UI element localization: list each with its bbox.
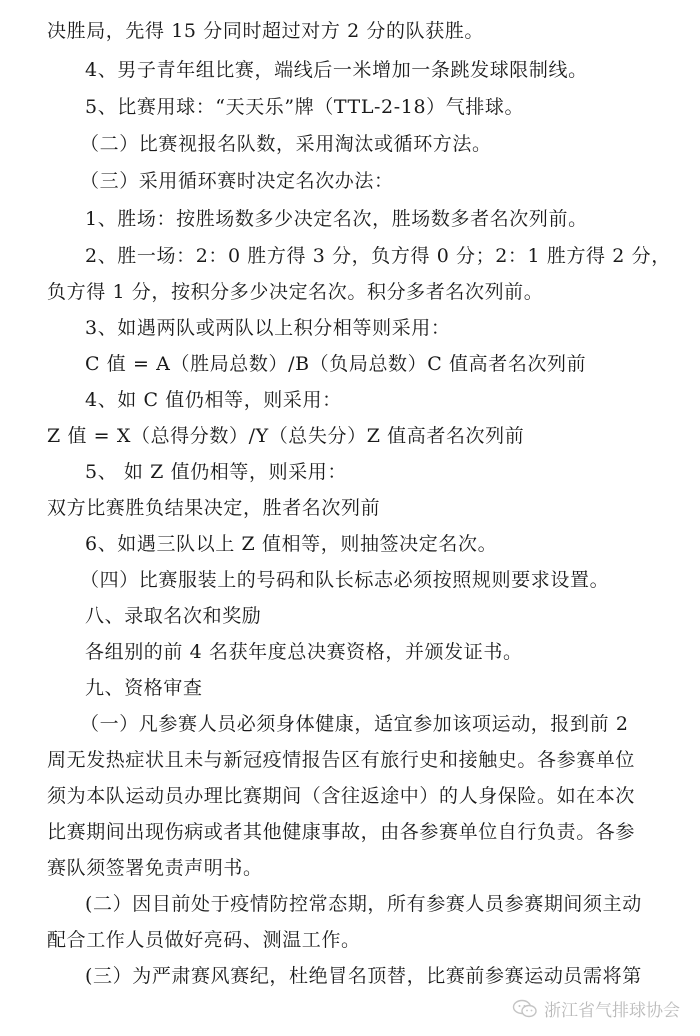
text-line: 双方比赛胜负结果决定，胜者名次列前 xyxy=(47,497,381,519)
text-line: 4、男子青年组比赛，端线后一米增加一条跳发球限制线。 xyxy=(85,59,588,81)
watermark-text: 浙江省气排球协会 xyxy=(544,1001,680,1021)
watermark xyxy=(512,996,680,1021)
text-line: 6、如遇三队以上 Z 值相等，则抽签决定名次。 xyxy=(85,533,498,555)
section-heading: 八、录取名次和奖励 xyxy=(85,605,262,627)
text-line: 各组别的前 4 名获年度总决赛资格，并颁发证书。 xyxy=(85,641,523,663)
text-line: 5、比赛用球：“天天乐”牌（TTL-2-18）气排球。 xyxy=(85,96,525,118)
text-line: Z 值 = X（总得分数）/Y（总失分）Z 值高者名次列前 xyxy=(47,425,525,447)
text-line: 1、胜场：按胜场数多少决定名次，胜场数多者名次列前。 xyxy=(85,208,588,230)
text-line: 配合工作人员做好亮码、测温工作。 xyxy=(47,929,361,951)
text-line: 5、 如 Z 值仍相等，则采用： xyxy=(85,461,348,483)
text-line: 负方得 1 分，按积分多少决定名次。积分多者名次列前。 xyxy=(47,281,544,303)
text-line: 2、胜一场：2：0 胜方得 3 分，负方得 0 分；2：1 胜方得 2 分， xyxy=(85,245,671,267)
section-heading: 九、资格审查 xyxy=(85,677,203,699)
text-line: （三）采用循环赛时决定名次办法： xyxy=(80,170,394,192)
text-line: (二）因目前处于疫情防控常态期，所有参赛人员参赛期间须主动 xyxy=(85,893,642,915)
text-line: 3、如遇两队或两队以上积分相等则采用： xyxy=(85,317,451,339)
text-line: （二）比赛视报名队数，采用淘汰或循环方法。 xyxy=(80,133,492,155)
text-line: 4、如 C 值仍相等，则采用： xyxy=(85,389,342,411)
text-line: 比赛期间出现伤病或者其他健康事故，由各参赛单位自行负责。各参 xyxy=(47,821,636,843)
text-line: 赛队须签署免责声明书。 xyxy=(47,857,263,879)
wechat-icon xyxy=(512,999,538,1019)
text-line: 决胜局，先得 15 分同时超过对方 2 分的队获胜。 xyxy=(47,20,485,42)
text-line: (三）为严肃赛风赛纪，杜绝冒名顶替，比赛前参赛运动员需将第 xyxy=(85,965,642,987)
text-line: （四）比赛服装上的号码和队长标志必须按照规则要求设置。 xyxy=(80,569,610,591)
text-line: 周无发热症状且未与新冠疫情报告区有旅行史和接触史。各参赛单位 xyxy=(47,749,636,771)
text-line: （一）凡参赛人员必须身体健康，适宜参加该项运动，报到前 2 xyxy=(80,713,629,735)
text-line: 须为本队运动员办理比赛期间（含往返途中）的人身保险。如在本次 xyxy=(47,785,636,807)
text-line: C 值 = A（胜局总数）/B（负局总数）C 值高者名次列前 xyxy=(85,353,587,375)
